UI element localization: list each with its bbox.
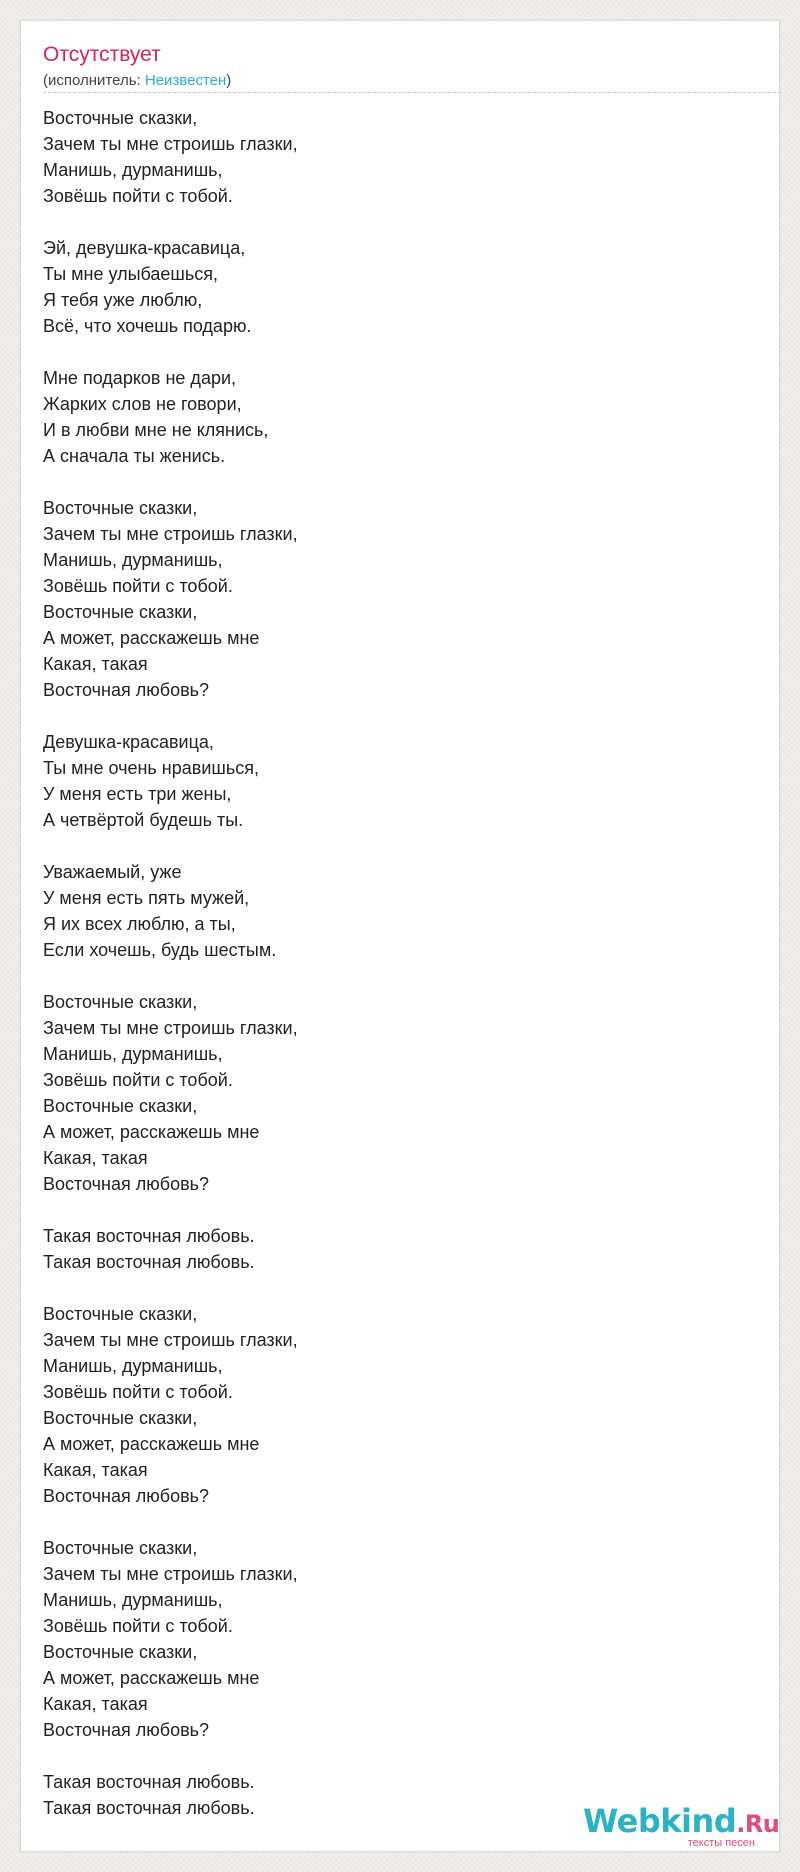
lyric-line: Такая восточная любовь.: [43, 1772, 255, 1792]
stanza: [43, 105, 743, 209]
lyric-line: Такая восточная любовь.: [43, 1226, 255, 1246]
lyric-line: Манишь, дурманишь,: [43, 550, 223, 570]
stanza: [43, 989, 743, 1197]
lyric-line: И в любви мне не клянись,: [43, 420, 269, 440]
stanza: [43, 1223, 743, 1275]
lyric-line: Манишь, дурманишь,: [43, 1590, 223, 1610]
lyric-line: А сначала ты женись.: [43, 446, 226, 466]
stanza: [43, 859, 743, 963]
artist-suffix: ): [226, 72, 232, 89]
lyric-line: Зачем ты мне строишь глазки,: [43, 134, 298, 154]
lyric-line: Какая, такая: [43, 654, 148, 674]
lyric-line: Зовёшь пойти с тобой.: [43, 186, 233, 206]
lyrics-card: [20, 20, 780, 1852]
lyric-line: Мне подарков не дари,: [43, 368, 237, 388]
lyric-line: Восточные сказки,: [43, 1408, 198, 1428]
lyric-line: Восточная любовь?: [43, 1174, 210, 1194]
logo-tagline: тексты песен: [687, 1837, 755, 1849]
lyric-line: Восточные сказки,: [43, 1642, 198, 1662]
artist-prefix: (исполнитель:: [43, 72, 145, 89]
lyric-line: Восточные сказки,: [43, 992, 198, 1012]
lyric-line: Зачем ты мне строишь глазки,: [43, 1330, 298, 1350]
lyric-line: Восточная любовь?: [43, 680, 210, 700]
artist-line: [43, 72, 231, 90]
lyric-line: Восточные сказки,: [43, 1304, 198, 1324]
lyric-line: Восточные сказки,: [43, 108, 198, 128]
lyric-line: Какая, такая: [43, 1148, 148, 1168]
lyric-line: Восточные сказки,: [43, 498, 198, 518]
lyric-line: Всё, что хочешь подарю.: [43, 316, 252, 336]
lyric-line: А четвёртой будешь ты.: [43, 810, 244, 830]
stanza: [43, 1535, 743, 1743]
lyric-line: Какая, такая: [43, 1694, 148, 1714]
lyric-line: А может, расскажешь мне: [43, 1434, 260, 1454]
lyric-line: Я их всех люблю, а ты,: [43, 914, 236, 934]
lyric-line: А может, расскажешь мне: [43, 1668, 260, 1688]
stanza: [43, 495, 743, 703]
stanza: [43, 365, 743, 469]
lyric-line: Восточная любовь?: [43, 1720, 210, 1740]
lyric-line: Зачем ты мне строишь глазки,: [43, 524, 298, 544]
divider: [43, 92, 781, 93]
lyric-line: Манишь, дурманишь,: [43, 1044, 223, 1064]
lyric-line: Манишь, дурманишь,: [43, 1356, 223, 1376]
lyric-line: Какая, такая: [43, 1460, 148, 1480]
artist-link[interactable]: Неизвестен: [144, 72, 227, 89]
stanza: [43, 729, 743, 833]
lyric-line: Уважаемый, уже: [43, 862, 182, 882]
lyric-line: А может, расскажешь мне: [43, 628, 260, 648]
lyric-line: Ты мне улыбаешься,: [43, 264, 218, 284]
lyric-line: Зачем ты мне строишь глазки,: [43, 1018, 298, 1038]
lyric-line: Зачем ты мне строишь глазки,: [43, 1564, 298, 1584]
stanza: [43, 235, 743, 339]
webkind-logo[interactable]: [583, 1803, 783, 1853]
lyric-line: Зовёшь пойти с тобой.: [43, 1616, 233, 1636]
lyric-line: Зовёшь пойти с тобой.: [43, 576, 233, 596]
lyric-line: Девушка-красавица,: [43, 732, 214, 752]
lyric-line: Зовёшь пойти с тобой.: [43, 1070, 233, 1090]
lyric-line: Восточные сказки,: [43, 1096, 198, 1116]
lyric-line: Ты мне очень нравишься,: [43, 758, 259, 778]
lyrics-text: [43, 105, 743, 1847]
lyric-line: А может, расскажешь мне: [43, 1122, 260, 1142]
logo-brand: Webkind: [583, 1802, 737, 1840]
lyric-line: Восточные сказки,: [43, 1538, 198, 1558]
lyric-line: Если хочешь, будь шестым.: [43, 940, 277, 960]
lyric-line: Такая восточная любовь.: [43, 1798, 255, 1818]
stanza: [43, 1301, 743, 1509]
lyric-line: Такая восточная любовь.: [43, 1252, 255, 1272]
lyric-line: Эй, девушка-красавица,: [43, 238, 246, 258]
lyric-line: Зовёшь пойти с тобой.: [43, 1382, 233, 1402]
lyric-line: Манишь, дурманишь,: [43, 160, 223, 180]
lyric-line: Восточная любовь?: [43, 1486, 210, 1506]
lyric-line: Восточные сказки,: [43, 602, 198, 622]
song-title: Отсутствует: [43, 43, 161, 66]
lyric-line: У меня есть три жены,: [43, 784, 232, 804]
lyric-line: Жарких слов не говори,: [43, 394, 242, 414]
lyric-line: У меня есть пять мужей,: [43, 888, 250, 908]
lyric-line: Я тебя уже люблю,: [43, 290, 203, 310]
logo-domain: .Ru: [736, 1810, 780, 1838]
